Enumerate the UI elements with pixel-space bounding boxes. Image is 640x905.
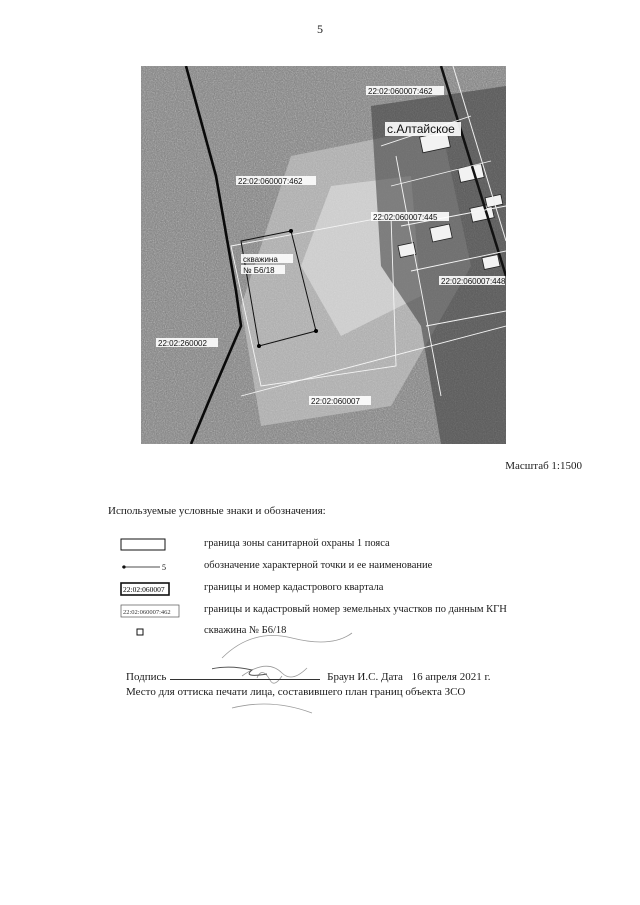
legend-text: обозначение характерной точки и ее наименование	[204, 560, 433, 571]
zone-boundary-symbol	[120, 538, 190, 552]
legend-text: границы и кадастровый номер земельных участков по данным КГН	[204, 604, 507, 615]
signature-date: 16 апреля 2021 г.	[411, 671, 491, 683]
signature-line	[126, 669, 490, 683]
legend-item-land-parcel	[120, 604, 560, 618]
signature-underline	[170, 669, 320, 680]
point-symbol-label: 5	[162, 563, 166, 572]
legend-title: Используемые условные знаки и обозначения:	[108, 505, 326, 517]
map-label-quarter-left: 22:02:260002	[158, 339, 207, 348]
legend-item-zone-boundary	[120, 538, 560, 552]
point-symbol	[120, 560, 190, 574]
legend-item-point	[120, 560, 560, 574]
legend-text: граница зоны санитарной охраны 1 пояса	[204, 538, 390, 549]
cadastral-quarter-symbol	[120, 582, 190, 596]
date-label: Дата	[380, 671, 403, 683]
map-label-well-number: № Б6/18	[243, 266, 275, 275]
well-square-icon	[120, 625, 190, 639]
land-parcel-symbol	[120, 604, 190, 618]
legend-item-cadastral-quarter	[120, 582, 560, 596]
stamp-place-note: Место для оттиска печати лица, составившего план границ объекта ЗСО	[126, 686, 466, 698]
page-number: 5	[317, 22, 323, 36]
cadastral-quarter-symbol-label: 22:02:060007	[123, 585, 165, 594]
map-label-quarter-bottom: 22:02:060007	[311, 397, 360, 406]
map-label-parcel-top: 22:02:060007:462	[368, 87, 433, 96]
map-label-well: скважина	[243, 255, 278, 264]
legend-text: границы и номер кадастрового квартала	[204, 582, 384, 593]
land-parcel-symbol-label: 22:02:060007:462	[123, 609, 171, 616]
signature-stamp-icon	[212, 618, 362, 718]
map-scale: Масштаб 1:1500	[505, 460, 582, 472]
signer-name: Браун И.С.	[327, 671, 379, 683]
satellite-map	[141, 66, 506, 444]
map-label-parcel-right1: 22:02:060007:445	[373, 213, 438, 222]
signature-label: Подпись	[126, 671, 167, 683]
map-label-parcel-right2: 22:02:060007:448	[441, 277, 506, 286]
map-label-village: с.Алтайское	[387, 122, 455, 136]
map-label-parcel-mid: 22:02:060007:462	[238, 177, 303, 186]
legend-text: скважина № Б6/18	[204, 625, 287, 636]
